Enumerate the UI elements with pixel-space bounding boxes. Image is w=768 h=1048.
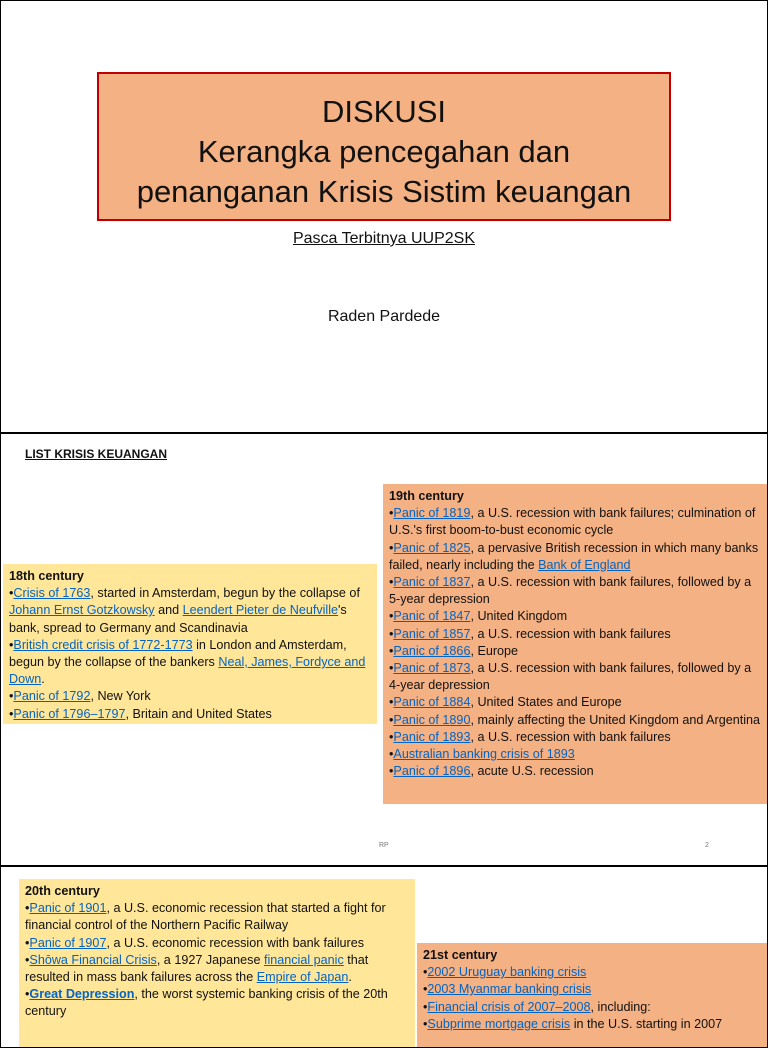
slide-number: 2 — [705, 842, 709, 849]
crisis-link[interactable]: Panic of 1873 — [393, 661, 471, 676]
list-item: •British credit crisis of 1772-1773 in London and Amsterdam, begun by the collapse of the bankers Neal, James, Fordyce and Down. — [9, 637, 366, 687]
crisis-link[interactable]: 2003 Myanmar banking crisis — [427, 982, 592, 997]
crisis-list-slide — [0, 433, 768, 866]
century-21-box — [417, 943, 767, 1048]
crisis-link[interactable]: Panic of 1792 — [13, 689, 91, 704]
list-item: •Australian banking crisis of 1893 — [389, 747, 575, 762]
century-20-box — [19, 879, 415, 1048]
crisis-link[interactable]: Great Depression — [29, 987, 135, 1002]
list-item: •2003 Myanmar banking crisis — [423, 982, 592, 997]
list-item: •Panic of 1907, a U.S. economic recession with bank failures — [25, 935, 365, 950]
list-item: •Panic of 1825, a pervasive British recession in which many banks failed, nearly including the Bank of England — [389, 540, 759, 572]
crisis-link[interactable]: Panic of 1837 — [393, 575, 471, 590]
bank-link[interactable]: Neal, James, Fordyce and Down — [9, 655, 366, 687]
century-21-title: 21st century — [423, 948, 498, 962]
author: Raden Pardede — [327, 308, 441, 325]
century-18-box — [3, 564, 377, 724]
list-item: •Panic of 1884, United States and Europe — [389, 695, 622, 710]
list-item: •Panic of 1901, a U.S. economic recession that started a fight for financial control of the Northern Pacific Railway — [25, 901, 386, 933]
list-item: •Shōwa Financial Crisis, a 1927 Japanese financial panic that resulted in mass bank failures across the Empire of Japan. — [25, 952, 369, 985]
topic-link[interactable]: financial panic — [263, 952, 344, 967]
footer-initials: RP — [379, 842, 389, 849]
crisis-link[interactable]: Panic of 1901 — [29, 901, 107, 916]
list-item: •Panic of 1792, New York — [9, 689, 151, 704]
person-link[interactable]: Leendert Pieter de Neufville — [182, 603, 339, 618]
crisis-link[interactable]: Financial crisis of 2007–2008 — [427, 999, 591, 1014]
century-18-title: 18th century — [9, 569, 84, 583]
crisis-link[interactable]: Panic of 1847 — [393, 609, 471, 624]
list-item: •Panic of 1837, a U.S. recession with bank failures, followed by a 5-year depression — [389, 575, 752, 607]
crisis-link[interactable]: Panic of 1796–1797 — [13, 706, 126, 721]
crisis-link[interactable]: Panic of 1890 — [393, 712, 471, 727]
list-item: •Panic of 1890, mainly affecting the United Kingdom and Argentina — [389, 712, 761, 727]
title-line-3: penanganan Krisis Sistim keuangan — [136, 174, 632, 209]
list-item: •Crisis of 1763, started in Amsterdam, begun by the collapse of Johann Ernst Gotzkowsky and Leendert Pieter de Neufville's bank, spread to Germany and Scandinavia — [9, 586, 360, 635]
empire-link[interactable]: Empire of Japan — [256, 970, 349, 985]
title-line-2: Kerangka pencegahan dan — [197, 134, 571, 169]
title-box — [97, 72, 671, 221]
list-item: •Panic of 1857, a U.S. recession with bank failures — [389, 626, 671, 641]
crisis-link[interactable]: 2002 Uruguay banking crisis — [427, 965, 587, 980]
century-19-title: 19th century — [389, 489, 464, 503]
crisis-link[interactable]: Shōwa Financial Crisis — [29, 952, 157, 967]
person-link[interactable]: Johann Ernst Gotzkowsky — [9, 603, 155, 618]
crisis-link[interactable]: Australian banking crisis of 1893 — [393, 747, 575, 762]
list-item: •Panic of 1896, acute U.S. recession — [389, 764, 594, 779]
crisis-link[interactable]: British credit crisis of 1772-1773 — [13, 637, 193, 652]
crisis-link[interactable]: Crisis of 1763 — [13, 586, 91, 601]
list-item: •Panic of 1796–1797, Britain and United States — [9, 706, 272, 721]
subtitle: Pasca Terbitnya UUP2SK — [292, 230, 475, 247]
crisis-link[interactable]: Panic of 1896 — [393, 764, 471, 779]
list-heading: LIST KRISIS KEUANGAN — [25, 447, 168, 461]
crisis-link[interactable]: Panic of 1907 — [29, 935, 107, 950]
title-slide — [0, 0, 768, 433]
list-item: •Panic of 1819, a U.S. recession with bank failures; culmination of U.S.'s first boom-to-bust economic cycle — [389, 506, 756, 538]
list-item: •Great Depression, the worst systemic banking crisis of the 20th century — [25, 987, 388, 1019]
title-line-1: DISKUSI — [321, 94, 447, 129]
crisis-link[interactable]: Panic of 1866 — [393, 643, 471, 658]
crisis-link[interactable]: Panic of 1857 — [393, 626, 471, 641]
bank-link[interactable]: Bank of England — [538, 557, 631, 572]
crisis-link[interactable]: Panic of 1819 — [393, 506, 471, 521]
crisis-link[interactable]: Subprime mortgage crisis — [427, 1016, 571, 1031]
crisis-link[interactable]: Panic of 1893 — [393, 729, 471, 744]
crisis-link[interactable]: Panic of 1825 — [393, 540, 471, 555]
century-20-title: 20th century — [25, 884, 100, 898]
list-item: •Panic of 1866, Europe — [389, 643, 519, 658]
list-item: •Subprime mortgage crisis in the U.S. starting in 2007 — [423, 1016, 723, 1031]
list-item: •2002 Uruguay banking crisis — [423, 965, 587, 980]
crisis-list-slide-2 — [0, 866, 768, 1048]
list-item: •Panic of 1893, a U.S. recession with bank failures — [389, 729, 671, 744]
list-item: •Financial crisis of 2007–2008, including: — [423, 999, 651, 1014]
century-19-box — [383, 484, 767, 804]
crisis-link[interactable]: Panic of 1884 — [393, 695, 471, 710]
list-item: •Panic of 1873, a U.S. recession with bank failures, followed by a 4-year depression — [389, 661, 752, 693]
list-item: •Panic of 1847, United Kingdom — [389, 609, 568, 624]
